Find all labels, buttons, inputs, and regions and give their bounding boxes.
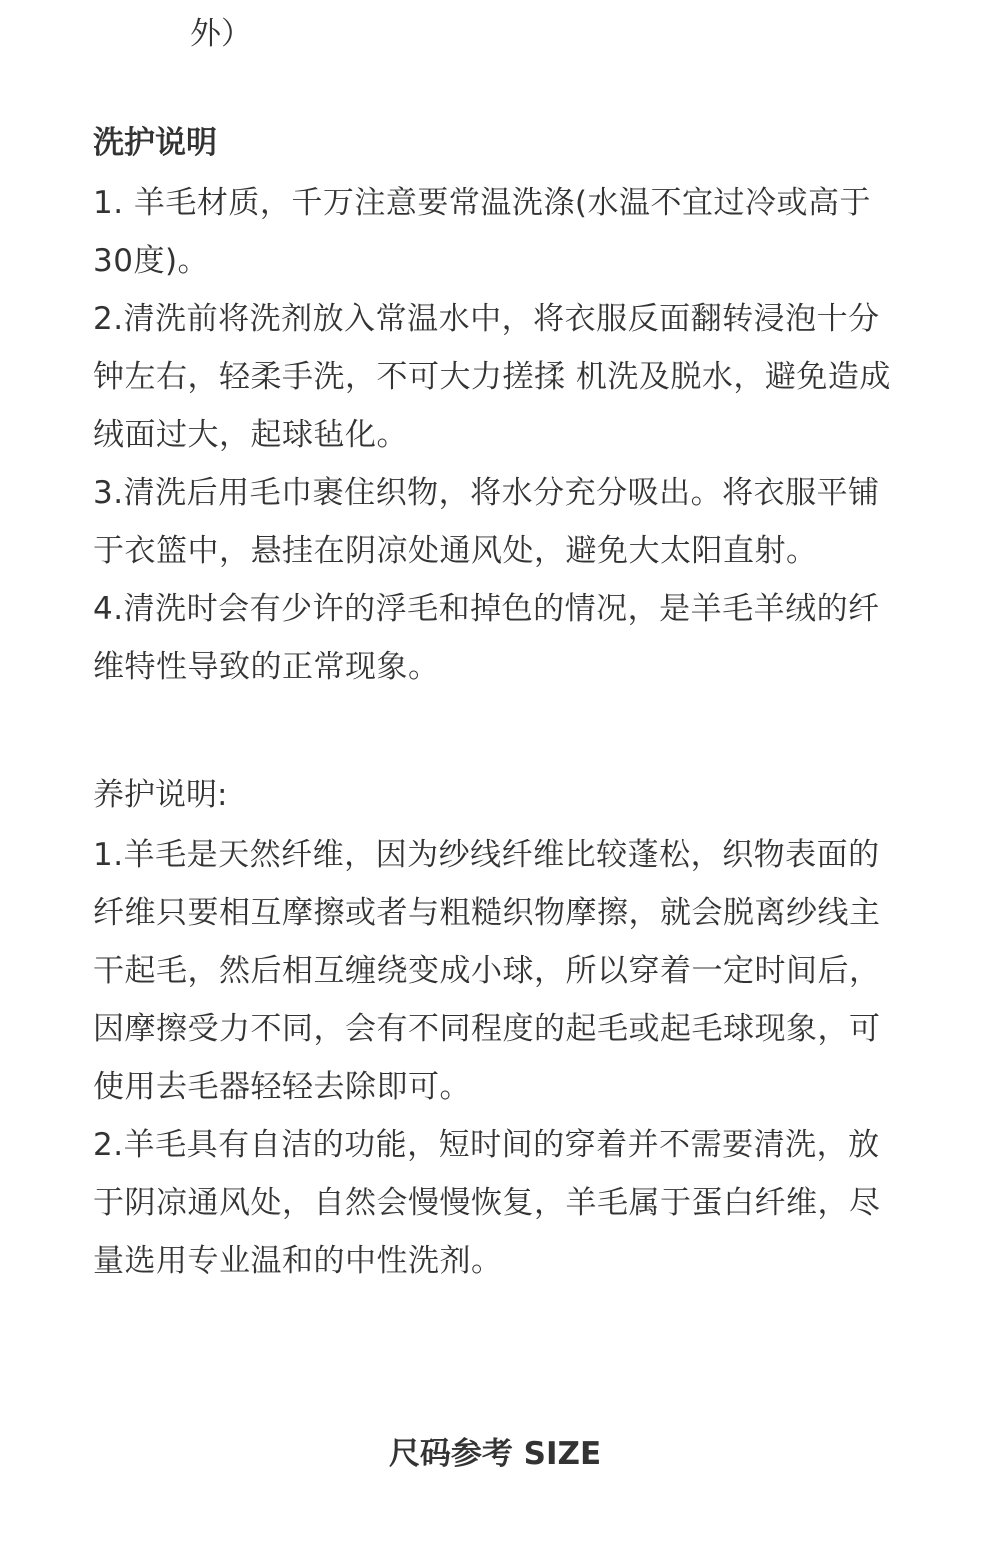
continuation-text: 外） [190, 16, 252, 52]
care-instructions-section [93, 770, 903, 1290]
wash-instruction-item: 1. 羊毛材质，千万注意要常温洗涤(水温不宜过冷或高于30度)。 [93, 185, 872, 279]
wash-instruction-item: 3.清洗后用毛巾裹住织物，将水分充分吸出。将衣服平铺于衣篮中，悬挂在阴凉处通风处，避免大太阳直射。 [93, 475, 880, 569]
wash-instruction-item: 4.清洗时会有少许的浮毛和掉色的情况，是羊毛羊绒的纤维特性导致的正常现象。 [93, 591, 880, 685]
care-instruction-item: 2.羊毛具有自洁的功能，短时间的穿着并不需要清洗，放于阴凉通风处，自然会慢慢恢复，羊毛属于蛋白纤维，尽量选用专业温和的中性洗剂。 [93, 1127, 881, 1279]
wash-instructions-section [93, 118, 903, 696]
care-instruction-item: 1.羊毛是天然纤维，因为纱线纤维比较蓬松，织物表面的纤维只要相互摩擦或者与粗糙织物摩擦，就会脱离纱线主干起毛，然后相互缠绕变成小球，所以穿着一定时间后，因摩擦受力不同，会有不同程度的起毛或起毛球现象，可使用去毛器轻轻去除即可。 [93, 837, 881, 1105]
wash-instructions-title: 洗护说明 [93, 125, 217, 161]
wash-instruction-item: 2.清洗前将洗剂放入常温水中，将衣服反面翻转浸泡十分钟左右，轻柔手洗，不可大力搓揉 机洗及脱水，避免造成绒面过大，起球毡化。 [93, 301, 891, 453]
care-instructions-title: 养护说明: [93, 777, 228, 813]
size-reference-title: 尺码参考 SIZE [388, 1436, 602, 1472]
